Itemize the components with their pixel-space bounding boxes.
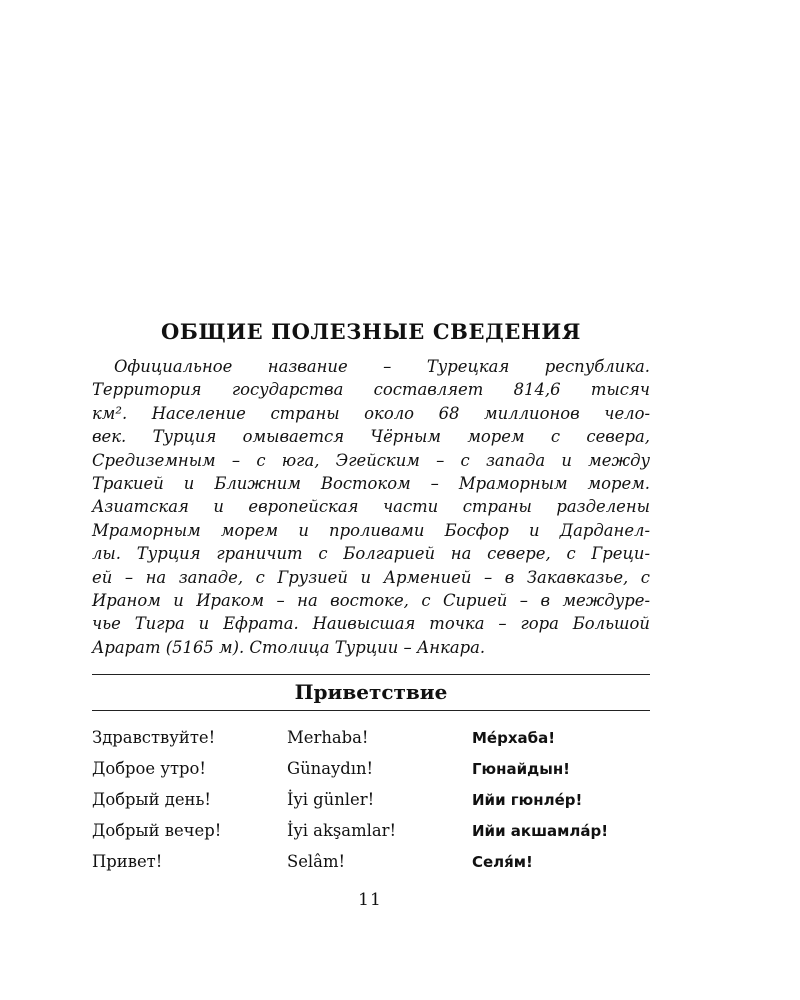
phrase-table	[92, 724, 650, 879]
intro-line: лы. Турция граничит с Болгарией на севере, с Греци-	[92, 544, 650, 564]
intro-line: чье Тигра и Ефрата. Наивысшая точка – гора Большой	[92, 614, 650, 634]
phrase-row	[92, 848, 650, 879]
phrase-pronunciation: Селя́м!	[472, 853, 533, 871]
phrase-row	[92, 786, 650, 817]
phrase-russian: Доброе утро!	[92, 759, 206, 778]
intro-line: ей – на западе, с Грузией и Арменией – в Закавказье, с	[92, 567, 650, 587]
phrase-row	[92, 724, 650, 755]
intro-line: Тракией и Ближним Востоком – Мраморным морем.	[92, 473, 650, 493]
phrase-turkish: İyi günler!	[287, 790, 375, 809]
phrase-turkish: Günaydın!	[287, 759, 374, 778]
page-number: 11	[358, 890, 382, 910]
intro-line: век. Турция омывается Чёрным морем с севера,	[92, 427, 650, 447]
phrase-section-heading: Приветствие	[294, 680, 448, 704]
phrase-pronunciation: Ийи гюнлéр!	[472, 791, 583, 809]
phrase-turkish: İyi akşamlar!	[287, 821, 397, 840]
intro-line: Мраморным морем и проливами Босфор и Дарданел-	[92, 520, 650, 540]
heading-rule-bottom	[92, 710, 650, 711]
phrase-row	[92, 755, 650, 786]
intro-line: Ираном и Ираком – на востоке, с Сирией – в междуре-	[92, 590, 650, 610]
phrase-turkish: Merhaba!	[287, 728, 369, 747]
phrase-russian: Здравствуйте!	[92, 728, 216, 747]
intro-line: км². Население страны около 68 миллионов чело-	[92, 403, 650, 423]
phrase-russian: Привет!	[92, 852, 163, 871]
phrase-pronunciation: Мéрхаба!	[472, 729, 556, 747]
phrase-russian: Добрый день!	[92, 790, 211, 809]
intro-line: Территория государства составляет 814,6 тысяч	[92, 380, 650, 400]
heading-rule-top	[92, 674, 650, 675]
phrase-row	[92, 817, 650, 848]
phrase-pronunciation: Ийи акшамлáр!	[472, 822, 609, 840]
intro-paragraph	[92, 355, 650, 659]
phrase-turkish: Selâm!	[287, 852, 346, 871]
section-title: ОБЩИЕ ПОЛЕЗНЫЕ СВЕДЕНИЯ	[161, 319, 581, 344]
intro-line: Официальное название – Турецкая республика.	[114, 357, 650, 376]
phrase-pronunciation: Гюнайдын!	[472, 760, 571, 778]
intro-line: Азиатская и европейская части страны разделены	[92, 497, 650, 517]
phrase-russian: Добрый вечер!	[92, 821, 222, 840]
intro-line: Арарат (5165 м). Столица Турции – Анкара.	[92, 637, 486, 657]
intro-line: Средиземным – с юга, Эгейским – с запада и между	[92, 450, 650, 470]
